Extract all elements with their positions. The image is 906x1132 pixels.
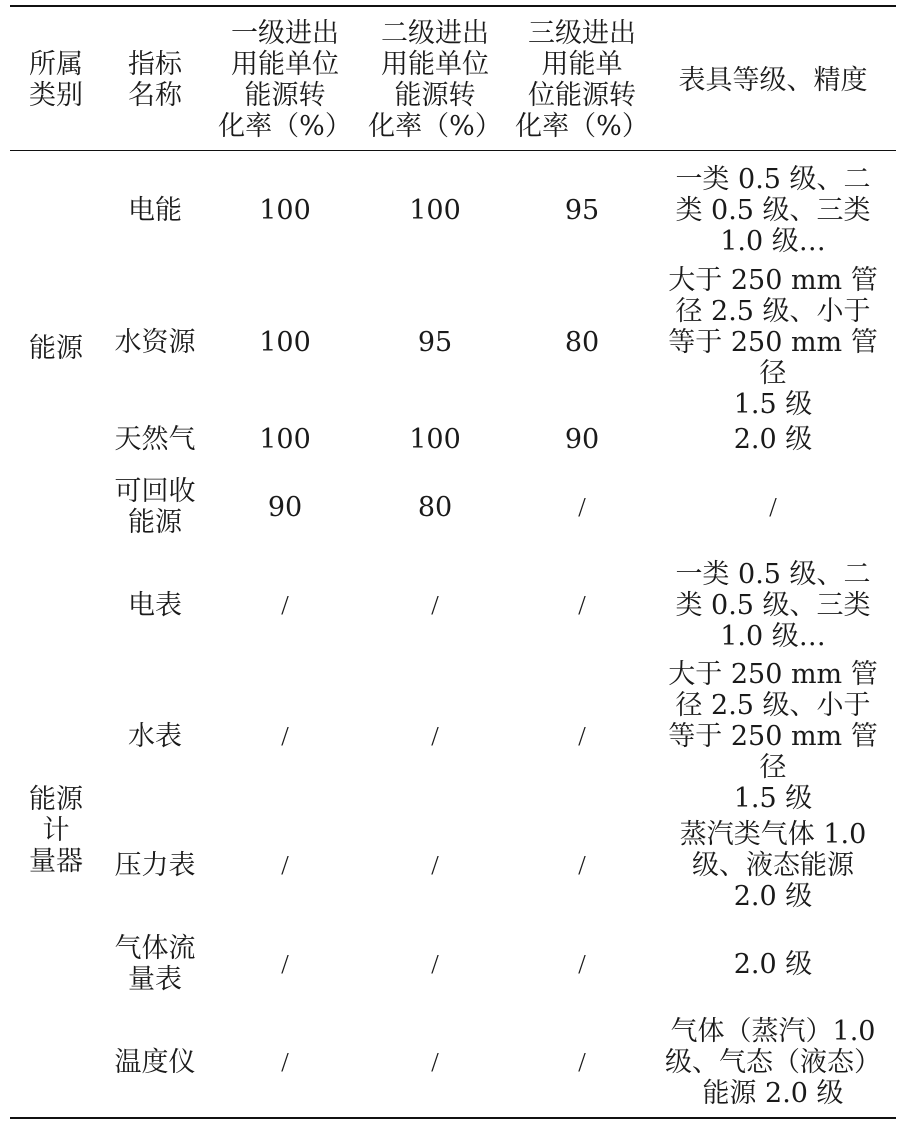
- row-level3-value: /: [578, 589, 586, 620]
- row-level1-value: 100: [259, 194, 311, 226]
- row-meter-grade: 蒸汽类气体 1.0 级、液态能源 2.0 级: [679, 818, 867, 912]
- row-level3-value: /: [578, 720, 586, 751]
- group-label-meters: 能源 计 量器: [29, 783, 83, 877]
- row-name: 天然气: [114, 423, 196, 455]
- header-indicator-name: 指标 名称: [128, 49, 182, 111]
- row-name: 气体流 量表: [114, 933, 196, 995]
- row-level3-value: /: [578, 948, 586, 979]
- header-meter-grade: 表具等级、精度: [678, 64, 868, 96]
- row-level2-value: 80: [417, 491, 453, 523]
- table-bottom-rule: [10, 1117, 896, 1119]
- header-category: 所属 类别: [29, 49, 83, 111]
- row-level3-value: /: [578, 849, 586, 880]
- row-level1-value: /: [281, 849, 289, 880]
- row-level1-value: 100: [259, 326, 311, 358]
- header-level2-rate: 二级进出 用能单位 能源转 化率（%）: [368, 18, 502, 142]
- row-level2-value: /: [431, 1046, 439, 1077]
- row-level1-value: 90: [267, 491, 303, 523]
- row-name: 水资源: [114, 326, 196, 358]
- row-level1-value: /: [281, 589, 289, 620]
- header-level1-rate: 一级进出 用能单位 能源转 化率（%）: [218, 18, 352, 142]
- row-level1-value: /: [281, 720, 289, 751]
- row-level2-value: /: [431, 849, 439, 880]
- row-name: 压力表: [114, 849, 196, 881]
- row-meter-grade: 大于 250 mm 管 径 2.5 级、小于 等于 250 mm 管径 1.5 级: [668, 658, 878, 814]
- row-level3-value: /: [578, 491, 586, 522]
- row-name: 温度仪: [114, 1046, 196, 1078]
- group-label-energy: 能源: [29, 332, 83, 364]
- header-level3-rate: 三级进出 用能单 位能源转 化率（%）: [515, 18, 649, 142]
- row-level3-value: /: [578, 1046, 586, 1077]
- row-level1-value: /: [281, 948, 289, 979]
- row-name: 可回收 能源: [114, 476, 196, 538]
- row-meter-grade: /: [769, 491, 777, 522]
- row-level3-value: 95: [564, 194, 600, 226]
- row-name: 电表: [128, 589, 182, 621]
- row-level2-value: 100: [409, 194, 461, 226]
- row-level2-value: 100: [409, 423, 461, 455]
- row-meter-grade: 一类 0.5 级、二 类 0.5 级、三类 1.0 级…: [675, 558, 871, 652]
- table-top-rule: [10, 5, 896, 7]
- row-meter-grade: 2.0 级: [733, 948, 813, 980]
- row-level3-value: 80: [564, 326, 600, 358]
- row-level2-value: /: [431, 589, 439, 620]
- row-level2-value: 95: [417, 326, 453, 358]
- row-level2-value: /: [431, 948, 439, 979]
- row-level2-value: /: [431, 720, 439, 751]
- row-level3-value: 90: [564, 423, 600, 455]
- row-meter-grade: 气体（蒸汽）1.0 级、气态（液态） 能源 2.0 级: [665, 1015, 881, 1109]
- row-name: 电能: [128, 194, 182, 226]
- row-meter-grade: 2.0 级: [733, 423, 813, 455]
- row-name: 水表: [128, 720, 182, 752]
- row-meter-grade: 大于 250 mm 管 径 2.5 级、小于 等于 250 mm 管径 1.5 级: [668, 264, 878, 420]
- row-level1-value: /: [281, 1046, 289, 1077]
- row-level1-value: 100: [259, 423, 311, 455]
- row-meter-grade: 一类 0.5 级、二 类 0.5 级、三类 1.0 级…: [675, 163, 871, 257]
